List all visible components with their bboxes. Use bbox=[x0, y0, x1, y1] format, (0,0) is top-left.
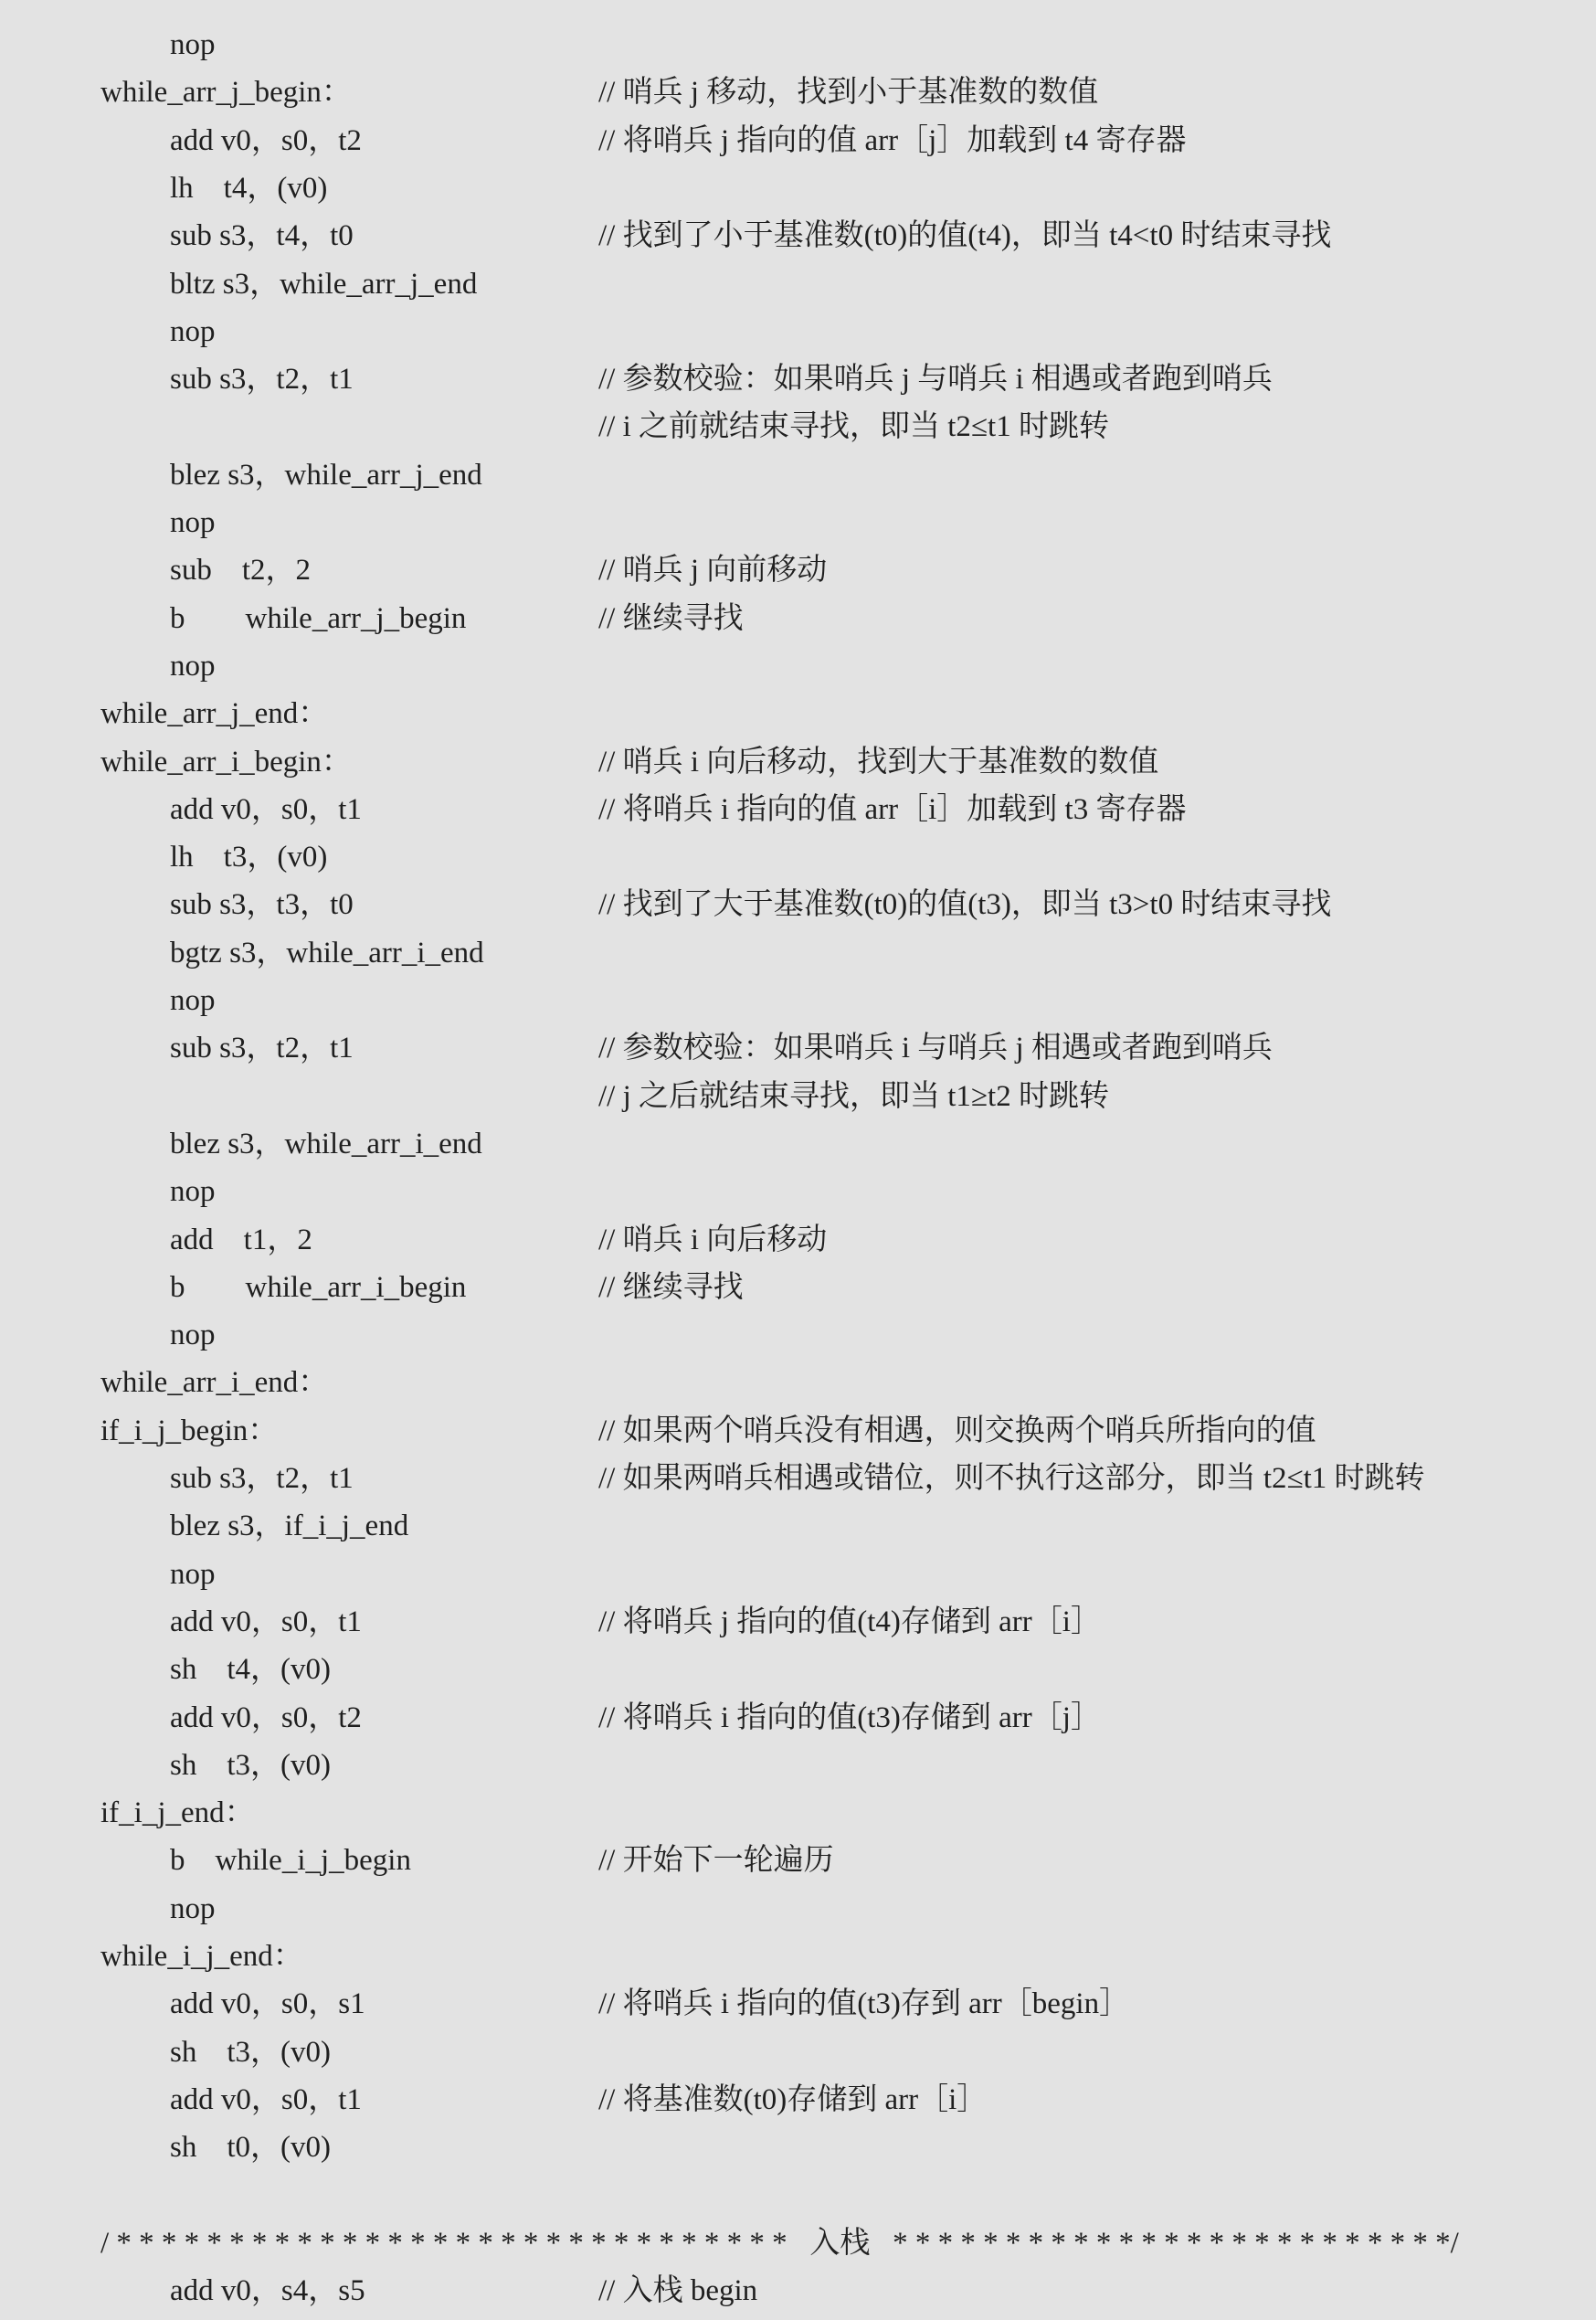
instruction-text: lh t3，(v0) bbox=[170, 841, 328, 874]
code-line bbox=[0, 929, 1596, 977]
code-line bbox=[0, 212, 1596, 260]
comment-text: // 入栈 begin bbox=[598, 2274, 758, 2308]
instruction-text: nop bbox=[170, 649, 216, 683]
instruction-text: blez s3，while_arr_i_end bbox=[170, 1127, 482, 1160]
code-label-line bbox=[0, 1407, 1596, 1455]
instruction-text: add v0，s0，t2 bbox=[170, 1700, 362, 1734]
code-line bbox=[0, 499, 1596, 546]
instruction-text: sub s3，t2，t1 bbox=[170, 363, 354, 397]
instruction-text: lh t4，(v0) bbox=[170, 171, 328, 205]
separator-text: / * * * * * * * * * * * * * * * * * * * * * * * * * * * * * * 入栈 * * * * * * * * * * * * * * * * * * * * * * * * */ bbox=[100, 2226, 1459, 2260]
comment-text: // 哨兵 j 移动，找到小于基准数的数值 bbox=[598, 76, 1099, 110]
label-text: if_i_j_end： bbox=[100, 1796, 255, 1830]
code-line bbox=[0, 1024, 1596, 1072]
instruction-text: add v0，s4，s5 bbox=[170, 2274, 365, 2308]
instruction-text: sub s3，t2，t1 bbox=[170, 1032, 354, 1065]
comment-text: // 将哨兵 i 指向的值 arr［i］加载到 t3 寄存器 bbox=[598, 792, 1187, 826]
comment-text: // 开始下一轮遍历 bbox=[598, 1844, 834, 1878]
instruction-text: sh t0，(v0) bbox=[170, 2131, 331, 2165]
code-line bbox=[0, 355, 1596, 403]
instruction-text: nop bbox=[170, 1891, 216, 1925]
code-line bbox=[0, 21, 1596, 69]
comment-text: // 哨兵 i 向后移动 bbox=[598, 1223, 828, 1256]
code-line bbox=[0, 595, 1596, 642]
instruction-text: sub s3，t3，t0 bbox=[170, 888, 354, 922]
instruction-text: nop bbox=[170, 1557, 216, 1591]
comment-text: // 哨兵 j 向前移动 bbox=[598, 554, 828, 588]
comment-text: // 参数校验：如果哨兵 i 与哨兵 j 相遇或者跑到哨兵 bbox=[598, 1032, 1273, 1065]
comment-text: // i 之前就结束寻找，即当 t2≤t1 时跳转 bbox=[598, 410, 1109, 444]
code-line bbox=[0, 1885, 1596, 1933]
comment-text: // j 之后就结束寻找，即当 t1≥t2 时跳转 bbox=[598, 1079, 1109, 1113]
instruction-text: b while_arr_i_begin bbox=[170, 1270, 467, 1304]
instruction-text: sub s3，t2，t1 bbox=[170, 1462, 354, 1495]
instruction-text: bgtz s3，while_arr_i_end bbox=[170, 936, 484, 969]
instruction-text: sub s3，t4，t0 bbox=[170, 219, 354, 253]
code-line bbox=[0, 786, 1596, 833]
instruction-text: sh t3，(v0) bbox=[170, 2035, 331, 2069]
instruction-text: nop bbox=[170, 1175, 216, 1209]
code-label-line bbox=[0, 1789, 1596, 1837]
instruction-text: nop bbox=[170, 28, 216, 61]
code-line bbox=[0, 1551, 1596, 1598]
instruction-text: add v0，s0，s1 bbox=[170, 1987, 365, 2021]
comment-text: // 将哨兵 j 指向的值 arr［j］加载到 t4 寄存器 bbox=[598, 123, 1187, 157]
instruction-text: add v0，s0，t2 bbox=[170, 123, 362, 157]
label-text: while_i_j_end： bbox=[100, 1940, 303, 1973]
instruction-text: sub t2，2 bbox=[170, 554, 312, 588]
code-line bbox=[0, 1598, 1596, 1646]
code-line bbox=[0, 308, 1596, 355]
label-text: while_arr_i_begin： bbox=[100, 745, 352, 779]
code-line bbox=[0, 1120, 1596, 1168]
comment-text: // 将哨兵 j 指向的值(t4)存储到 arr［i］ bbox=[598, 1605, 1101, 1638]
code-line bbox=[0, 1073, 1596, 1120]
label-text: if_i_j_begin： bbox=[100, 1414, 279, 1447]
instruction-text: b while_i_j_begin bbox=[170, 1844, 411, 1878]
instruction-text: nop bbox=[170, 1319, 216, 1352]
instruction-text: add v0，s0，t1 bbox=[170, 2082, 362, 2116]
comment-text: // 将哨兵 i 指向的值(t3)存到 arr［begin］ bbox=[598, 1987, 1130, 2021]
comment-text: // 找到了小于基准数(t0)的值(t4)，即当 t4<t0 时结束寻找 bbox=[598, 219, 1332, 253]
label-text: while_arr_j_end： bbox=[100, 697, 329, 731]
instruction-text: nop bbox=[170, 506, 216, 539]
code-line bbox=[0, 2076, 1596, 2124]
code-line bbox=[0, 833, 1596, 881]
code-label-line bbox=[0, 738, 1596, 786]
instruction-text: b while_arr_j_begin bbox=[170, 601, 467, 635]
instruction-text: sh t4，(v0) bbox=[170, 1653, 331, 1687]
code-line bbox=[0, 642, 1596, 690]
code-line bbox=[0, 1216, 1596, 1264]
code-line bbox=[0, 2267, 1596, 2315]
instruction-text: add v0，s0，t1 bbox=[170, 1605, 362, 1638]
comment-text: // 将哨兵 i 指向的值(t3)存储到 arr［j］ bbox=[598, 1700, 1101, 1734]
code-line bbox=[0, 1646, 1596, 1693]
code-line bbox=[0, 546, 1596, 594]
instruction-text: blez s3，while_arr_j_end bbox=[170, 458, 482, 492]
code-line bbox=[0, 1168, 1596, 1215]
code-label-line bbox=[0, 1933, 1596, 1980]
comment-text: // 如果两个哨兵没有相遇，则交换两个哨兵所指向的值 bbox=[598, 1414, 1316, 1447]
instruction-text: nop bbox=[170, 984, 216, 1017]
comment-text: // 找到了大于基准数(t0)的值(t3)，即当 t3>t0 时结束寻找 bbox=[598, 888, 1332, 922]
label-text: while_arr_j_begin： bbox=[100, 76, 352, 110]
code-line bbox=[0, 1502, 1596, 1550]
code-label-line bbox=[0, 690, 1596, 737]
instruction-text: bltz s3，while_arr_j_end bbox=[170, 267, 478, 301]
instruction-text: add t1，2 bbox=[170, 1223, 312, 1256]
code-line bbox=[0, 1837, 1596, 1884]
comment-text: // 将基准数(t0)存储到 arr［i］ bbox=[598, 2082, 988, 2116]
code-line bbox=[0, 2124, 1596, 2171]
code-line bbox=[0, 1264, 1596, 1311]
code-line bbox=[0, 164, 1596, 212]
label-text: while_arr_i_end： bbox=[100, 1366, 329, 1400]
code-line bbox=[0, 2029, 1596, 2076]
code-line bbox=[0, 117, 1596, 164]
code-line bbox=[0, 1311, 1596, 1359]
comment-text: // 哨兵 i 向后移动，找到大于基准数的数值 bbox=[598, 745, 1159, 779]
comment-text: // 继续寻找 bbox=[598, 1270, 744, 1304]
code-line bbox=[0, 977, 1596, 1024]
comment-text: // 如果两哨兵相遇或错位，则不执行这部分，即当 t2≤t1 时跳转 bbox=[598, 1462, 1425, 1495]
code-label-line bbox=[0, 1359, 1596, 1406]
code-line bbox=[0, 881, 1596, 928]
code-line bbox=[0, 451, 1596, 499]
code-label-line bbox=[0, 69, 1596, 116]
instruction-text: sh t3，(v0) bbox=[170, 1748, 331, 1782]
comment-text: // 参数校验：如果哨兵 j 与哨兵 i 相遇或者跑到哨兵 bbox=[598, 363, 1273, 397]
code-line bbox=[0, 1742, 1596, 1789]
code-line bbox=[0, 1455, 1596, 1502]
code-line bbox=[0, 1694, 1596, 1742]
instruction-text: blez s3，if_i_j_end bbox=[170, 1510, 409, 1543]
code-line bbox=[0, 403, 1596, 450]
instruction-text: nop bbox=[170, 314, 216, 348]
code-line bbox=[0, 1980, 1596, 2028]
comment-text: // 继续寻找 bbox=[598, 601, 744, 635]
section-separator bbox=[0, 2219, 1596, 2267]
code-line bbox=[0, 260, 1596, 308]
instruction-text: add v0，s0，t1 bbox=[170, 792, 362, 826]
